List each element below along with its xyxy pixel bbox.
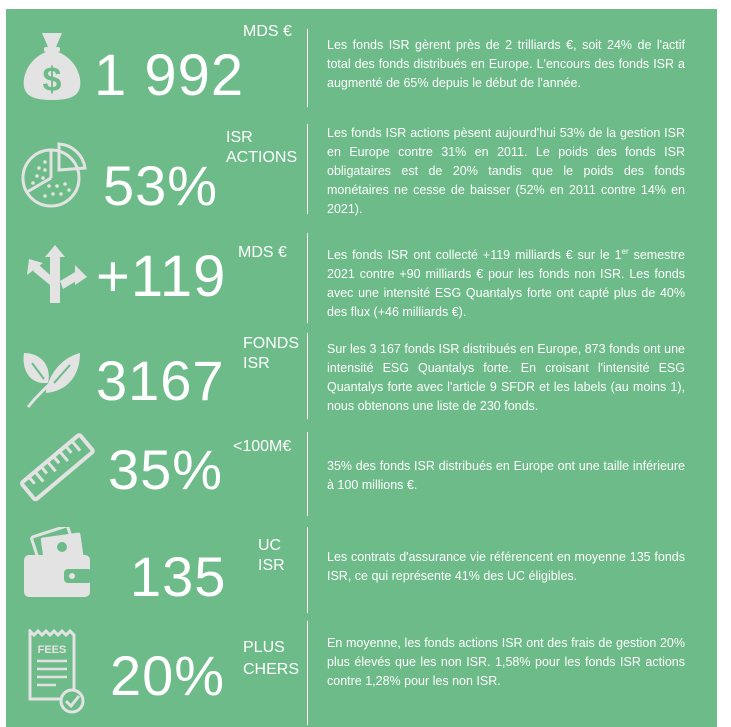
stat-description: 35% des fonds ISR distribués en Europe ont une taille inférieure à 100 millions €. [327,459,685,492]
stat-value: 135 [130,545,227,608]
stat-unit-line-1: FONDS [243,335,299,352]
stat-description: En moyenne, les fonds actions ISR ont des frais de gestion 20% plus élevés que les non ISR. 1,58% pour les fonds ISR actions contre 1,28% pour les non ISR. [327,636,685,688]
svg-text:$: $ [42,61,62,99]
fees-receipt-icon [26,629,86,721]
stat-unit-line-1: <100M€ [233,438,292,455]
leaves-icon [22,343,82,411]
pie-chart-icon [15,138,95,212]
stat-unit-line-1: ISR [226,129,253,146]
stat-unit-line-1: PLUS [243,639,285,656]
stat-row-life-insurance [6,519,717,617]
divider [307,124,308,214]
stat-value: +119 [96,244,227,309]
stat-value: 35% [108,438,224,501]
fees-label: FEES [37,644,67,656]
stat-row-aum [6,9,717,114]
divider [307,621,308,725]
divider [307,29,308,107]
stat-value: 20% [110,644,226,707]
stat-value: 1 992 [94,43,245,108]
stat-row-inflows [6,221,717,329]
stat-unit-line-1: MDS € [238,244,287,261]
divider [307,333,308,419]
stat-row-equity-share [6,114,717,221]
stat-unit-line-2: ISR [258,557,285,574]
wallet-icon [22,527,96,599]
stat-unit-line-1: UC [258,537,282,554]
stat-row-fees [6,617,717,727]
stat-description [327,246,685,322]
stat-value: 3167 [96,349,225,412]
stat-description: Les contrats d'assurance vie référencent en moyenne 135 fonds ISR, ce qui représente 41% des UC éligibles. [327,550,685,583]
stat-unit-line-1: MDS € [243,23,292,40]
stat-unit-line-2: ISR [243,355,270,372]
divider [307,233,308,323]
ruler-icon [18,432,98,504]
stat-value: 53% [103,154,219,217]
description-part-2: semestre 2021 contre +90 milliards € pour les fonds non ISR. Les fonds avec une intensité ESG Quantalys forte ont capté plus de 40% des flux (+46 milliards €). [327,248,685,319]
stat-unit-line-2: ACTIONS [226,149,298,166]
ordinal-superscript: er [621,246,629,256]
split-arrows-icon [23,245,87,303]
stat-row-fund-count [6,329,717,426]
stat-unit-line-2: CHERS [243,661,300,678]
divider [307,527,308,613]
description-part-1: Les fonds ISR ont collecté +119 milliards € sur le 1 [327,248,622,262]
money-bag-icon [20,29,84,101]
divider [307,432,308,516]
stat-description: Les fonds ISR actions pèsent aujourd'hui 53% de la gestion ISR en Europe contre 31% en 2011. Le poids des fonds ISR obligataires est de 20% tandis que le poids des fonds monétaires ne cesse de baisser (52% en 2011 contre 14% en 2021). [327,126,685,216]
stat-description: Sur les 3 167 fonds ISR distribués en Europe, 873 fonds ont une intensité ESG Quantalys forte. En croisant l'intensité ESG Quantalys forte avec l'article 9 SFDR et les labels (au moins 1), nous obtenons une liste de 230 fonds. [327,342,685,413]
stat-description: Les fonds ISR gèrent près de 2 trilliards €, soit 24% de l'actif total des fonds distribués en Europe. L'encours des fonds ISR a augmenté de 65% depuis le début de l'année. [327,38,685,90]
stat-row-small-funds [6,426,717,519]
infographic-panel [6,9,717,727]
